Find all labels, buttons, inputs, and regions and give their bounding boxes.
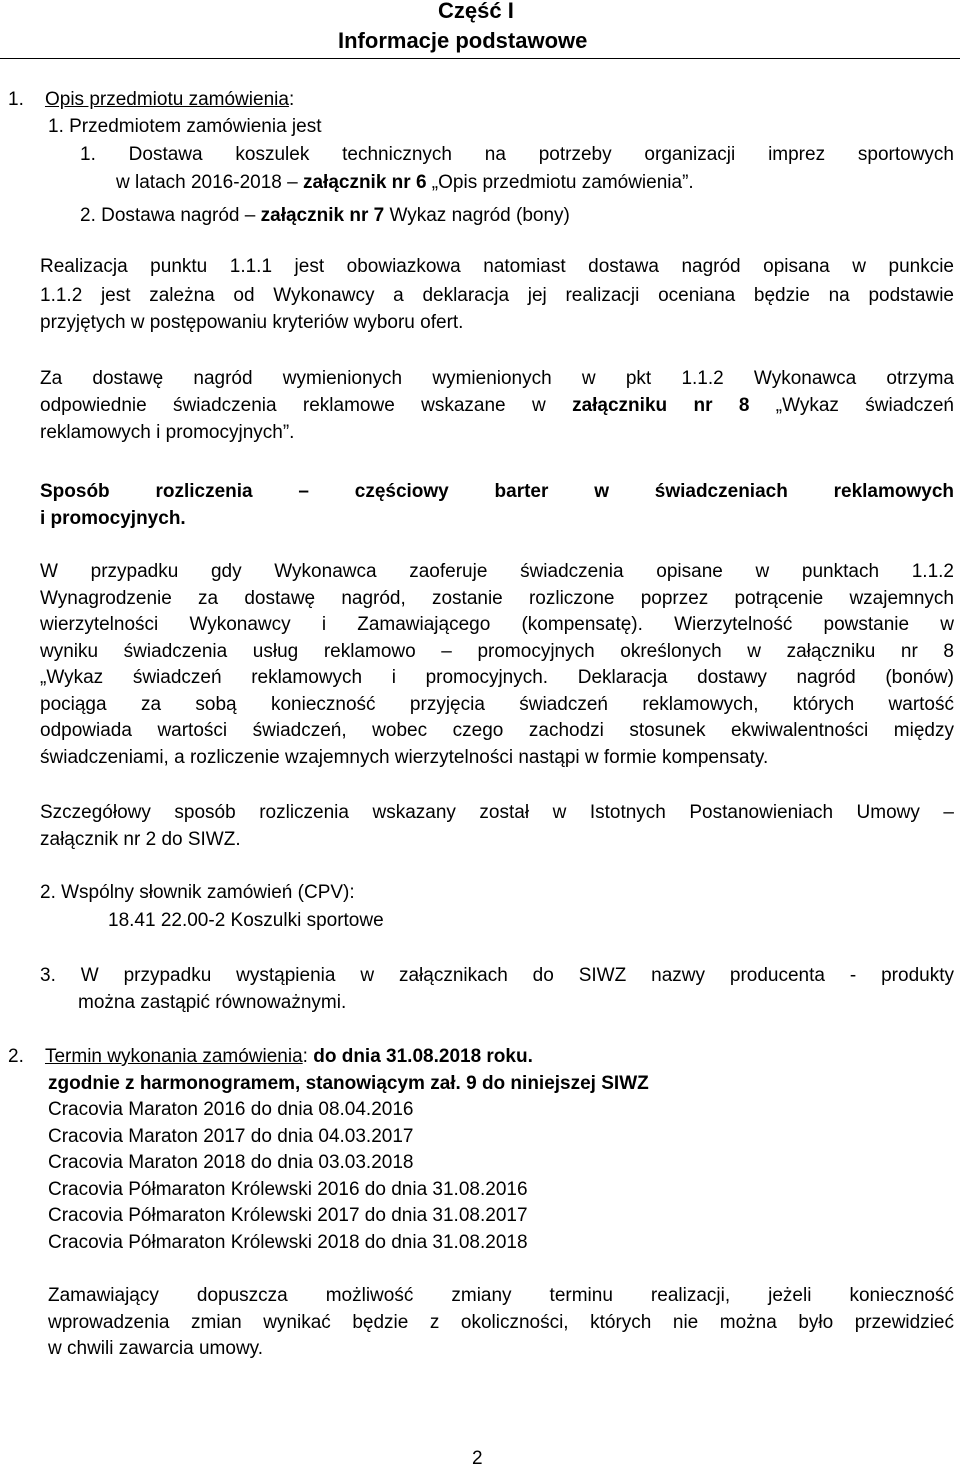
event-item: Cracovia Maraton 2017 do dnia 04.03.2017 xyxy=(48,1126,414,1147)
szczegolowy-line2: załącznik nr 2 do SIWZ. xyxy=(40,829,241,850)
page-number: 2 xyxy=(472,1448,483,1469)
realizacja-line1: Realizacja punktu 1.1.1 jest obowiazkowa natomiast dostawa nagród opisana w punkcie xyxy=(40,256,954,277)
wprzypadku-line7: odpowiada wartości świadczeń, wobec czego zachodzi stosunek ekwiwalentności między xyxy=(40,720,954,741)
section-2-heading: 2. Termin wykonania zamówienia: do dnia 31.08.2018 roku. xyxy=(8,1046,533,1067)
item-1-1-line2: w latach 2016-2018 – załącznik nr 6 „Opis przedmiotu zamówienia”. xyxy=(116,172,694,193)
wprzypadku-line1: W przypadku gdy Wykonawca zaoferuje świadczenia opisane w punktach 1.1.2 xyxy=(40,561,954,582)
zamawiajacy-line1: Zamawiający dopuszcza możliwość zmiany terminu realizacji, jeżeli konieczność xyxy=(48,1285,954,1306)
header-divider xyxy=(0,58,960,59)
section-1-title: Opis przedmiotu zamówienia xyxy=(44,89,289,110)
wprzypadku-line8: świadczeniami, a rozliczenie wzajemnych wierzytelności nastąpi w formie kompensaty. xyxy=(40,747,769,768)
sposob-line1: Sposób rozliczenia – częściowy barter w świadczeniach reklamowych xyxy=(40,481,954,502)
cpv-label: 2. Wspólny słownik zamówień (CPV): xyxy=(40,882,355,903)
wprzypadku-line6: pociąga za sobą konieczność przyjęcia świadczeń reklamowych, których wartość xyxy=(40,694,954,715)
zadostawe-line1: Za dostawę nagród wymienionych wymienionych w pkt 1.1.2 Wykonawca otrzyma xyxy=(40,368,954,389)
szczegolowy-line1: Szczegółowy sposób rozliczenia wskazany został w Istotnych Postanowieniach Umowy – xyxy=(40,802,954,823)
event-item: Cracovia Maraton 2016 do dnia 08.04.2016 xyxy=(48,1099,414,1120)
cpv-code: 18.41 22.00-2 Koszulki sportowe xyxy=(108,910,384,931)
event-item: Cracovia Półmaraton Królewski 2016 do dnia 31.08.2016 xyxy=(48,1179,528,1200)
subitem-przedmiot: 1. Przedmiotem zamówienia jest xyxy=(48,116,322,137)
item-3-line1: 3. W przypadku wystąpienia w załącznikach do SIWZ nazwy producenta - produkty xyxy=(40,965,954,986)
section-2-title: Termin wykonania zamówienia xyxy=(44,1046,303,1067)
page-title: Informacje podstawowe xyxy=(338,28,588,53)
event-item: Cracovia Maraton 2018 do dnia 03.03.2018 xyxy=(48,1152,414,1173)
item-1-2: 2. Dostawa nagród – załącznik nr 7 Wykaz nagród (bony) xyxy=(80,205,570,226)
deadline: do dnia 31.08.2018 roku. xyxy=(313,1046,533,1067)
wprzypadku-line4: wyniku świadczenia usług reklamowo – promocyjnych określonych w załączniku nr 8 xyxy=(40,641,954,662)
realizacja-line3: przyjętych w postępowaniu kryteriów wyboru ofert. xyxy=(40,312,464,333)
wprzypadku-line3: wierzytelności Wykonawcy i Zamawiającego (kompensatę). Wierzytelność powstanie w xyxy=(40,614,954,635)
item-3-line2: można zastąpić równoważnymi. xyxy=(78,992,347,1013)
sposob-line2: i promocyjnych. xyxy=(40,508,186,529)
realizacja-line2: 1.1.2 jest zależna od Wykonawcy a deklaracja jej realizacji oceniana będzie na podstawie xyxy=(40,285,954,306)
zamawiajacy-line2: wprowadzenia zmian wynikać będzie z okoliczności, których nie można było przewidzieć xyxy=(48,1312,954,1333)
event-item: Cracovia Półmaraton Królewski 2018 do dnia 31.08.2018 xyxy=(48,1232,528,1253)
part-label: Część I xyxy=(438,0,514,23)
wprzypadku-line2: Wynagrodzenie za dostawę nagród, zostanie rozliczone poprzez potrącenie wzajemnych xyxy=(40,588,954,609)
event-item: Cracovia Półmaraton Królewski 2017 do dnia 31.08.2017 xyxy=(48,1205,528,1226)
section-1-heading: 1. Opis przedmiotu zamówienia: xyxy=(8,89,295,110)
zadostawe-line2: odpowiednie świadczenia reklamowe wskazane w załączniku nr 8 „Wykaz świadczeń xyxy=(40,395,954,416)
zadostawe-line3: reklamowych i promocyjnych”. xyxy=(40,422,295,443)
wprzypadku-line5: „Wykaz świadczeń reklamowych i promocyjnych. Deklaracja dostawy nagród (bonów) xyxy=(40,667,954,688)
harmonogram: zgodnie z harmonogramem, stanowiącym zał. 9 do niniejszej SIWZ xyxy=(48,1073,649,1094)
zamawiajacy-line3: w chwili zawarcia umowy. xyxy=(48,1338,264,1359)
item-1-1-line1: 1. Dostawa koszulek technicznych na potrzeby organizacji imprez sportowych xyxy=(80,144,954,165)
